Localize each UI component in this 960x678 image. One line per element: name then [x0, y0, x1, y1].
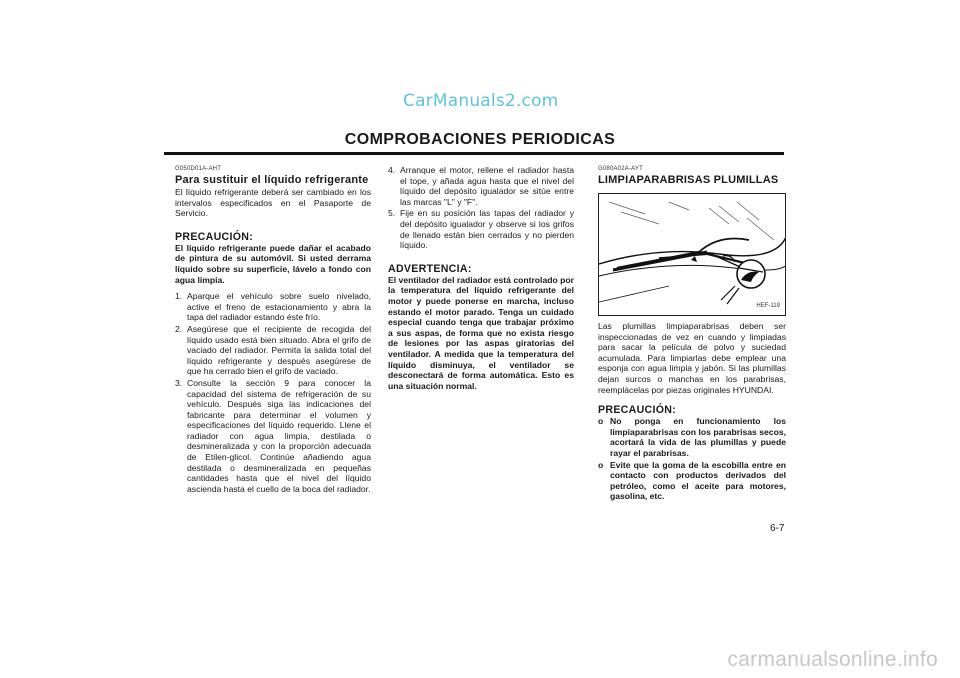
bullet: o — [598, 459, 604, 470]
step-number: 3. — [175, 377, 183, 388]
wiper-figure — [598, 193, 786, 316]
step-text: Arranque el motor, rellene el radiador hasta el tope, y añada agua hasta que el nivel del líquido del depósito igualador se sitúe entre las marcas "L" y "F". — [400, 165, 574, 207]
section-title: Para sustituir el líquido refrigerante — [175, 174, 369, 186]
caution-heading: PRECAUCIÓN: — [598, 404, 677, 417]
bullet: o — [598, 416, 604, 427]
list-item — [175, 324, 371, 377]
left-column — [175, 165, 371, 495]
step-text: Asegúrese que el recipiente de recogida del líquido usado está bien situado. Abra el grifo de vaciado del radiador. Permita la salida total del líquido refrigerante y después asegúrese de que ha cerrado bien el grifo de vaciado. — [187, 323, 371, 377]
warning-text: El ventilador del radiador está controlado por la temperatura del líquido refrigerante del motor y puede ponerse en marcha, incluso estando el motor parado. Tenga un cuidado especial cuando tenga que trabajar próximo a sus aspas, de forma que no exista riesgo de lesiones por las aspas giratorias del ventilador. A medida que la temperatura del líquido disminuya, el ventilador se desconectará de forma automática. Esto es una situación normal. — [388, 274, 574, 391]
section-code: G080A02A-AYT — [598, 166, 643, 172]
watermark-bottom[interactable]: carmanualsonline.info — [727, 648, 938, 671]
figure-code: HEF-119 — [756, 303, 780, 310]
intro-paragraph: Las plumillas limpiaparabrisas deben ser inspeccionadas de vez en cuando y limpiadas para sacar la película de polvo y suciedad acumulada. Para limpiarlas debe emplear una esponja con agua limpia y jabón. Si las plumillas dejan surcos o manchas en los parabrisas, reemplácelas por piezas originales HYUNDAI. — [598, 321, 786, 395]
header-rule — [164, 152, 784, 155]
page-header-title: COMPROBACIONES PERIODICAS — [344, 131, 616, 148]
watermark-top[interactable]: CarManuals2.com — [403, 91, 559, 111]
list-item — [175, 378, 371, 495]
list-item — [175, 291, 371, 323]
step-number: 2. — [175, 323, 183, 334]
caution-item-text: No ponga en funcionamiento los limpiaparabrisas con los parabrisas secos, acortará la vida de las plumillas y puede rayar el parabrisas. — [610, 416, 786, 458]
section-title: LIMPIAPARABRISAS PLUMILLAS — [598, 174, 779, 186]
caution-heading: PRECAUCIÓN: — [175, 230, 254, 243]
caution-list — [598, 416, 786, 502]
caution-item-text: Evite que la goma de la escobilla entre en contacto con productos derivados del petróleo, como el aceite para motores, gasolina, etc. — [610, 459, 786, 502]
list-item — [388, 208, 574, 250]
page-number: 6-7 — [770, 523, 785, 534]
section-code: G050D01A-AHT — [175, 166, 222, 172]
step-text: Fije en su posición las tapas del radiador y del depósito igualador y observe si los grifos de llenado están bien cerrados y no pierden líquido. — [400, 208, 574, 251]
list-item — [598, 416, 786, 458]
caution-text: El líquido refrigerante puede dañar el acabado de pintura de su automóvil. Si usted derrama líquido sobre su superficie, lávelo a fondo con agua limpia. — [175, 242, 371, 285]
step-number: 1. — [175, 291, 183, 302]
step-number: 5. — [388, 208, 396, 219]
warning-heading: ADVERTENCIA: — [388, 262, 472, 275]
step-number: 4. — [388, 165, 396, 175]
list-item — [598, 460, 786, 502]
right-column — [598, 165, 786, 503]
list-item — [388, 165, 574, 207]
middle-column — [388, 165, 574, 391]
step-text: Aparque el vehículo sobre suelo nivelado, active el freno de estacionamiento y abra la tapa del radiador estando éste frío. — [187, 291, 371, 323]
steps-list — [175, 291, 371, 494]
step-text: Consulte la sección 9 para conocer la capacidad del sistema de refrigeración de su vehículo. Después siga las indicaciones del fabricante para determinar el volumen y especificaciones del líquido requerido. Llene el radiador con agua limpia, destilada o desmineralizada y con la proporción adecuada de Etilen-glicol. Continúe añadiendo agua destilada o desmineralizada en pequeñas cantidades hasta que el nivel del líquido ascienda hasta el cuello de la boca del radiador. — [187, 377, 371, 494]
intro-paragraph: El líquido refrigerante deberá ser cambiado en los intervalos especificados en el Pasaporte de Servicio. — [175, 187, 371, 219]
wiper-blade-illustration — [599, 194, 786, 316]
